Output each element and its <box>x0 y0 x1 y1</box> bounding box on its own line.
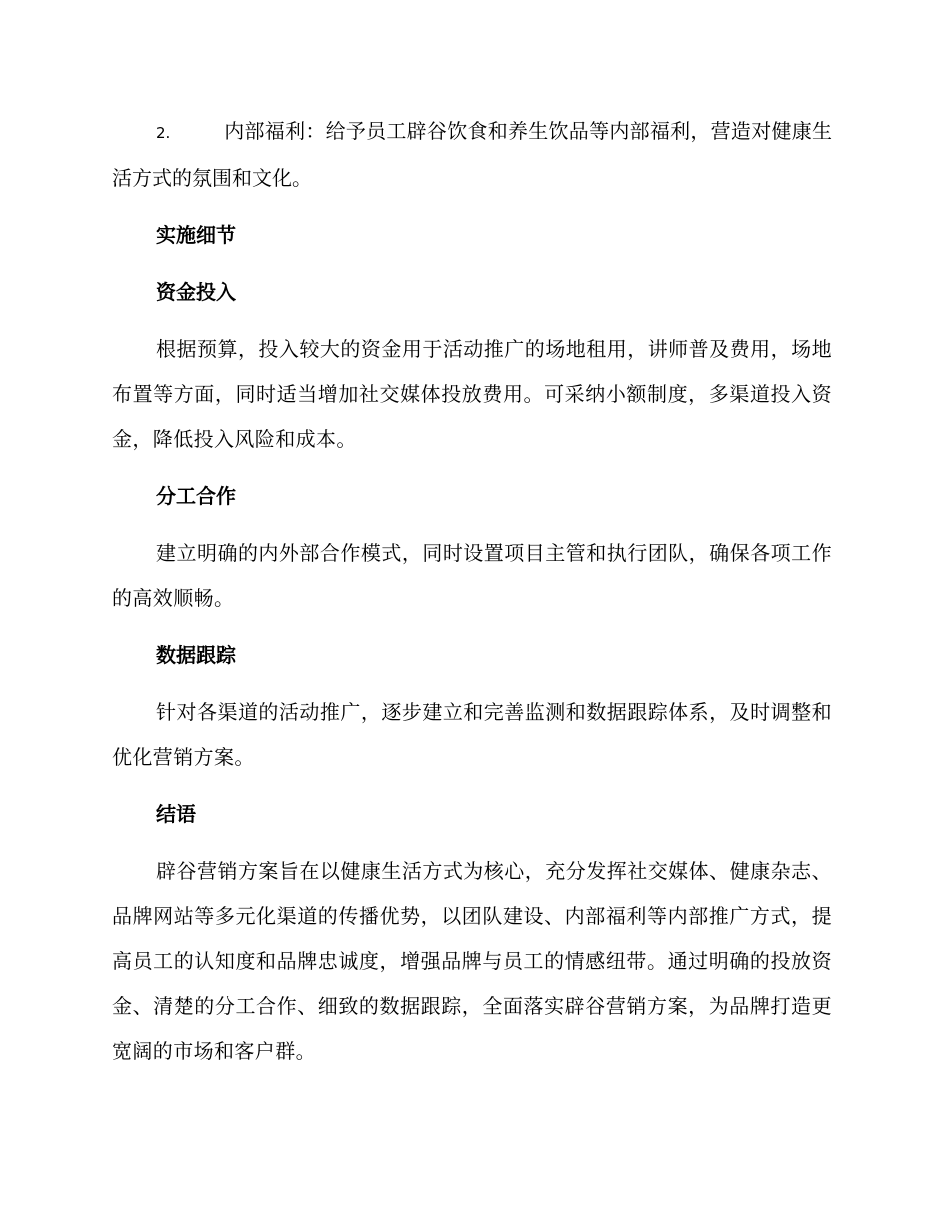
heading-conclusion: 结语 <box>156 802 196 826</box>
list-item-text: 内部福利：给予员工辟谷饮食和养生饮品等内部福利，营造对健康生活方式的氛围和文化。 <box>112 119 832 190</box>
document-body <box>112 109 832 1074</box>
list-number: 2. <box>156 124 171 142</box>
paragraph-data-tracking: 针对各渠道的活动推广，逐步建立和完善监测和数据跟踪体系，及时调整和优化营销方案。 <box>112 700 832 769</box>
heading-division-of-labor: 分工合作 <box>156 484 236 508</box>
list-item-internal-benefits <box>112 109 832 201</box>
heading-data-tracking: 数据跟踪 <box>156 643 236 667</box>
paragraph-funding: 根据预算，投入较大的资金用于活动推广的场地租用，讲师普及费用，场地布置等方面，同时适当增加社交媒体投放费用。可采纳小额制度，多渠道投入资金，降低投入风险和成本。 <box>112 337 832 451</box>
paragraph-division-of-labor: 建立明确的内外部合作模式，同时设置项目主管和执行团队，确保各项工作的高效顺畅。 <box>112 541 832 610</box>
paragraph-conclusion: 辟谷营销方案旨在以健康生活方式为核心，充分发挥社交媒体、健康杂志、品牌网站等多元化渠道的传播优势，以团队建设、内部福利等内部推广方式，提高员工的认知度和品牌忠诚度，增强品牌与员工的情感纽带。通过明确的投放资金、清楚的分工合作、细致的数据跟踪，全面落实辟谷营销方案，为品牌打造更宽阔的市场和客户群。 <box>112 859 832 1063</box>
heading-implementation-details: 实施细节 <box>156 223 236 247</box>
heading-funding: 资金投入 <box>156 280 236 304</box>
